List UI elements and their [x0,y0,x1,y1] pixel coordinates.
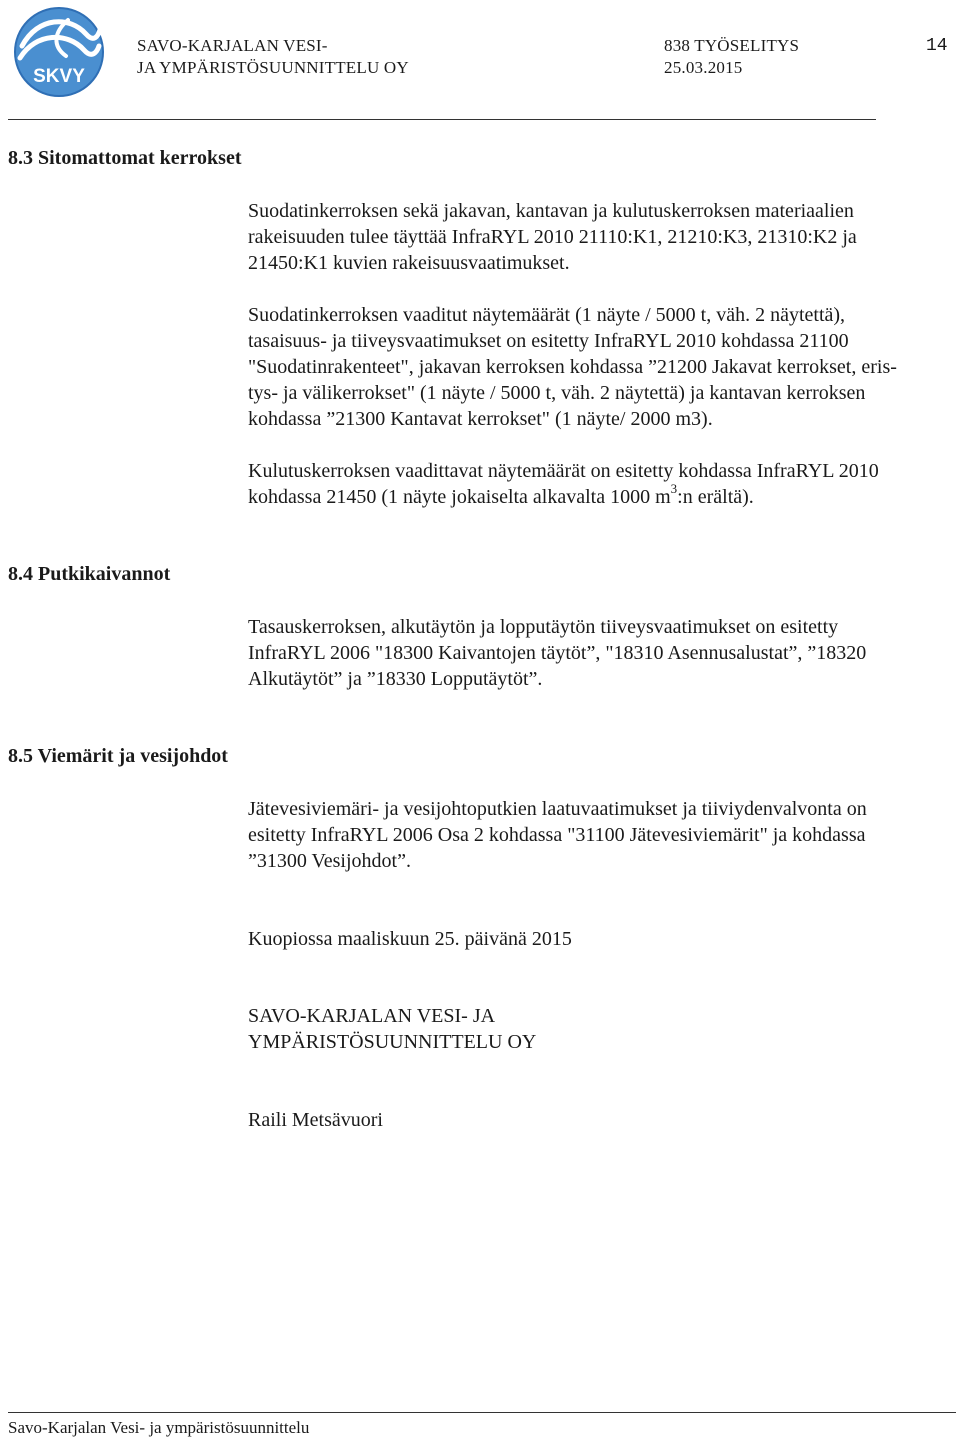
page-number: 14 [926,36,948,56]
text-line: rakeisuuden tulee täyttää InfraRYL 2010 21110:K1, 21210:K3, 21310:K2 ja [248,226,857,248]
closing-signer: Raili Metsävuori [248,1109,383,1131]
text-line: Jätevesiviemäri- ja vesijohtoputkien laatuvaatimukset ja tiiviydenvalvonta on [248,798,867,820]
section-8-3-paragraph-2 [248,302,956,432]
superscript: 3 [670,481,678,497]
text-line: ”31300 Vesijohdot”. [248,850,411,872]
section-8-5-paragraph-1 [248,796,956,874]
header-company [137,35,409,79]
header-company-line1: SAVO-KARJALAN VESI- [137,36,328,55]
text-fragment: kohdassa 21450 (1 näyte jokaiselta alkavalta 1000 m [248,486,671,508]
closing-company-line1: SAVO-KARJALAN VESI- JA [248,1005,496,1027]
header-document [664,35,799,79]
header-divider [8,119,876,120]
footer-text: Savo-Karjalan Vesi- ja ympäristösuunnittelu [8,1418,310,1437]
text-line: tys- ja välikerrokset" (1 näyte / 5000 t, väh. 2 näytettä) ja kantavan kerroksen [248,382,866,404]
closing-place-date: Kuopiossa maaliskuun 25. päivänä 2015 [248,928,572,950]
section-8-3-paragraph-3 [248,458,956,510]
header-doc-date: 25.03.2015 [664,58,743,77]
company-logo [8,6,110,98]
header-company-line2: JA YMPÄRISTÖSUUNNITTELU OY [137,58,409,77]
text-line: Tasauskerroksen, alkutäytön ja lopputäytön tiiveysvaatimukset on esitetty [248,616,839,638]
closing-company-line2: YMPÄRISTÖSUUNNITTELU OY [248,1031,537,1053]
text-line: esitetty InfraRYL 2006 Osa 2 kohdassa "31100 Jätevesiviemärit" ja kohdassa [248,824,866,846]
skvy-logo-graphic [8,6,110,98]
text-line: tasaisuus- ja tiiveysvaatimukset on esitetty InfraRYL 2010 kohdassa 21100 [248,330,849,352]
footer-divider [8,1412,956,1413]
text-line [248,481,956,510]
section-8-4-heading: 8.4 Putkikaivannot [8,563,171,585]
text-fragment: :n erältä). [677,486,754,508]
text-line: 21450:K1 kuvien rakeisuusvaatimukset. [248,252,570,274]
logo-text: SKVY [33,66,85,87]
text-line: InfraRYL 2006 "18300 Kaivantojen täytöt”, "18310 Asennusalustat”, ”18320 [248,642,867,664]
text-line: Kulutuskerroksen vaadittavat näytemäärät on esitetty kohdassa InfraRYL 2010 [248,460,879,482]
text-line: kohdassa ”21300 Kantavat kerrokset" (1 näyte/ 2000 m3). [248,408,713,430]
section-8-3-heading: 8.3 Sitomattomat kerrokset [8,147,242,169]
text-line: "Suodatinrakenteet", jakavan kerroksen kohdassa ”21200 Jakavat kerrokset, eris- [248,356,897,378]
header-doc-title: 838 TYÖSELITYS [664,36,800,55]
text-line: Suodatinkerroksen vaaditut näytemäärät (1 näyte / 5000 t, väh. 2 näytettä), [248,304,846,326]
section-8-4-paragraph-1 [248,614,956,692]
closing-company [248,1003,956,1055]
text-line: Alkutäytöt” ja ”18330 Lopputäytöt”. [248,668,543,690]
section-8-5-heading: 8.5 Viemärit ja vesijohdot [8,745,228,767]
section-8-3-paragraph-1 [248,198,956,276]
text-line: Suodatinkerroksen sekä jakavan, kantavan ja kulutuskerroksen materiaalien [248,200,854,222]
